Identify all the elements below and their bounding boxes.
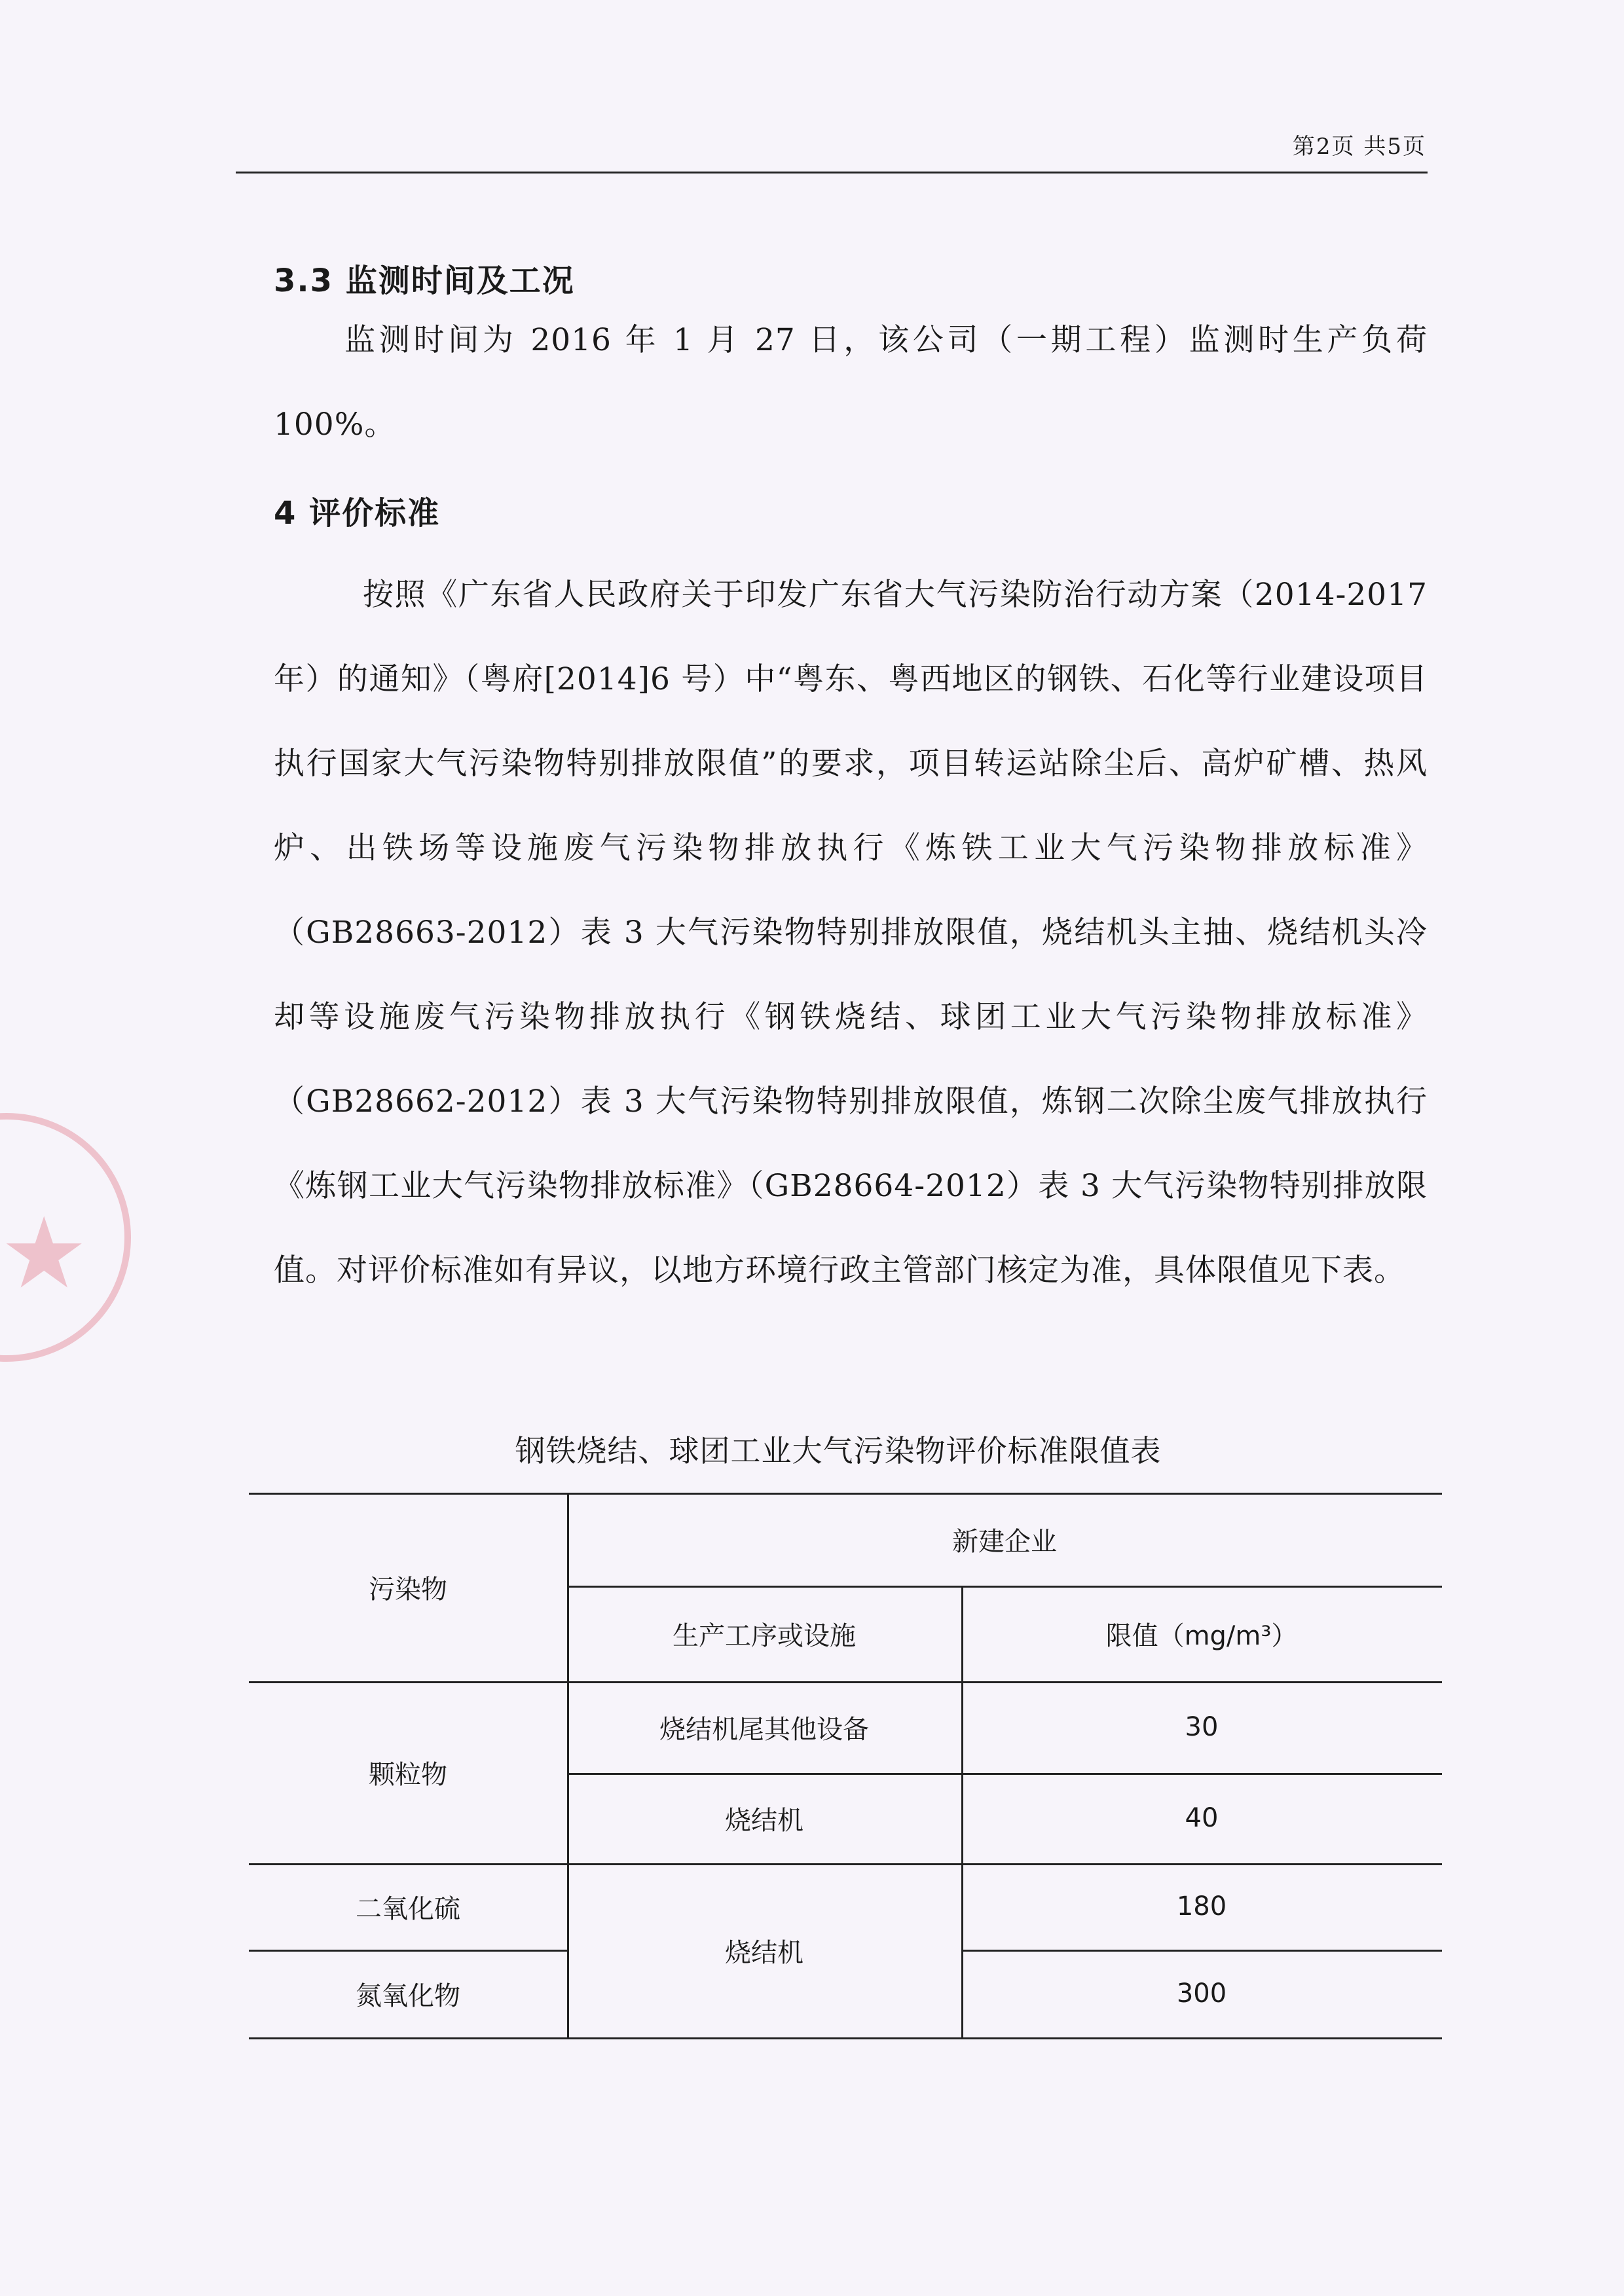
- table-title: 钢铁烧结、球团工业大气污染物评价标准限值表: [515, 1433, 1162, 1468]
- header-process: 生产工序或设施: [673, 1620, 856, 1651]
- header-pollutant: 污染物: [369, 1574, 447, 1605]
- section-4-heading: 4 评价标准: [274, 495, 441, 532]
- process-sintering-machine: 烧结机: [725, 1805, 803, 1836]
- seal-star-icon: ★: [0, 1197, 88, 1311]
- process-tail-equipment: 烧结机尾其他设备: [659, 1714, 869, 1745]
- limit-value: 300: [1176, 1978, 1227, 2009]
- pollutant-so2: 二氧化硫: [356, 1893, 460, 1924]
- section-3-3-paragraph: 监测时间为 2016 年 1 月 27 日，该公司（一期工程）监测时生产负荷 100%。: [274, 322, 1428, 443]
- header-limit: 限值（mg/m³）: [1105, 1620, 1298, 1651]
- limit-value: 40: [1185, 1803, 1219, 1833]
- limit-value: 180: [1176, 1891, 1227, 1922]
- section-4-paragraph: 按照《广东省人民政府关于印发广东省大气污染防治行动方案（2014-2017 年）的通知》（粤府[2014]6 号）中“粤东、粤西地区的钢铁、石化等行业建设项目执行国家大气污染物特别排放限值”的要求，项目转运站除尘后、高炉矿槽、热风炉、出铁场等设施废气污染物排放执行《炼铁工业大气污染物排放标准》（GB28663-2012）表 3 大气污染物特别排放限值，烧结机头主抽、烧结机头冷却等设施废气污染物排放执行《钢铁烧结、球团工业大气污染物排放标准》（GB28662-2012）表 3 大气污染物特别排放限值，炼钢二次除尘废气排放执行《炼钢工业大气污染物排放标准》（GB28664-2012）表 3 大气污染物特别排放限值。对评价标准如有异议，以地方环境行政主管部门核定为准，具体限值见下表。: [274, 577, 1428, 1288]
- header-new-enterprise: 新建企业: [952, 1526, 1057, 1557]
- page-number: 第2页 共5页: [1292, 134, 1426, 160]
- section-3-3-heading: 3.3 监测时间及工况: [274, 263, 575, 299]
- process-sintering-machine: 烧结机: [725, 1937, 803, 1968]
- table-bottom-rule: [249, 2037, 1442, 2039]
- header-rule: [236, 172, 1428, 173]
- pollutant-nox: 氮氧化物: [356, 1980, 460, 2011]
- pollutant-particulate: 颗粒物: [369, 1759, 447, 1790]
- limit-value: 30: [1185, 1712, 1219, 1742]
